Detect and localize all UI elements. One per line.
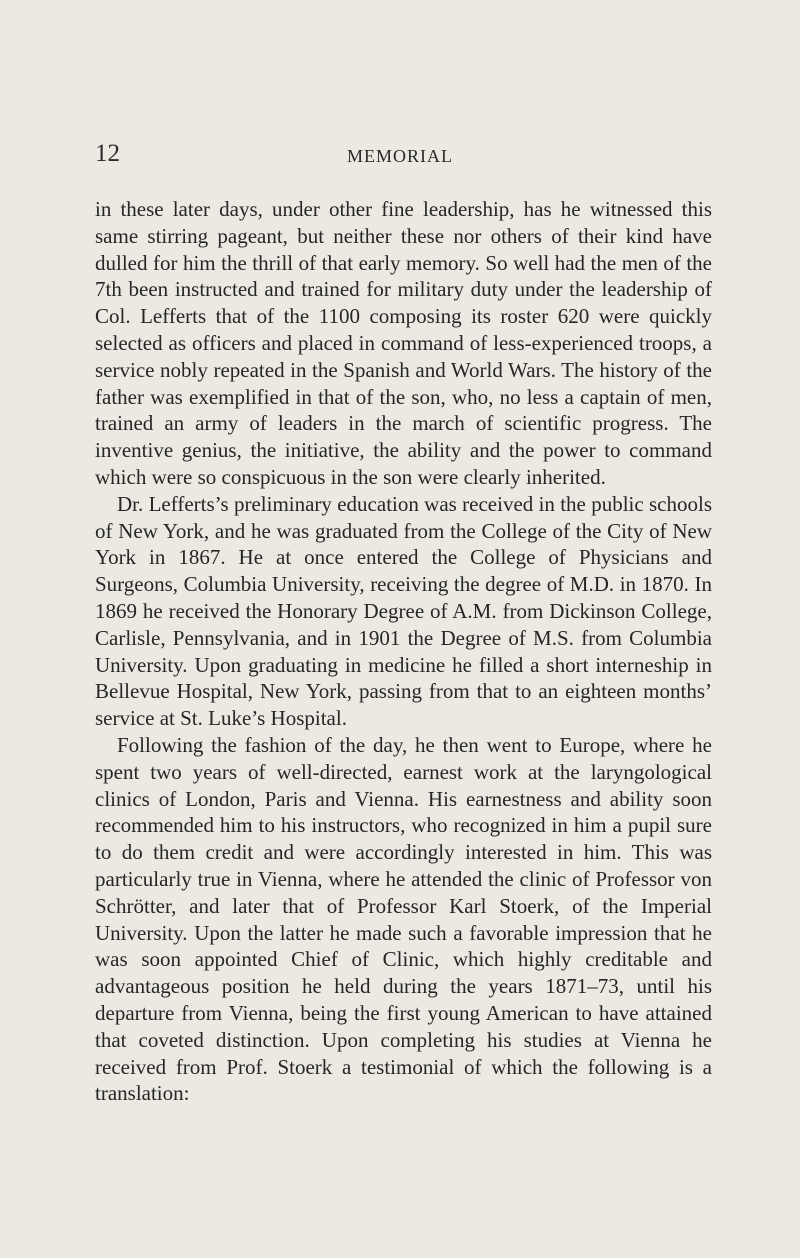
page-number: 12 <box>95 140 120 167</box>
paragraph-europe: Following the fashion of the day, he then went to Europe, where he spent two years of well-directed, earnest work at the laryngological clinics of London, Paris and Vienna. His earnestness and ability soon recommended him to his instructors, who recognized in him a pupil sure to do them credit and were accordingly interested in him. This was particularly true in Vienna, where he attended the clinic of Professor von Schrötter, and later that of Professor Karl Stoerk, of the Imperial University. Upon the latter he made such a favorable impression that he was soon appointed Chief of Clinic, which highly creditable and advantageous position he held during the years 1871–73, until his departure from Vienna, being the first young American to have attained that coveted distinction. Upon completing his studies at Vienna he received from Prof. Stoerk a testimonial of which the following is a translation: <box>95 732 712 1106</box>
paragraph-education: Dr. Lefferts’s preliminary education was received in the public schools of New York, and he was graduated from the College of the City of New York in 1867. He at once entered the College of Physicians and Surgeons, Columbia University, receiving the degree of M.D. in 1870. In 1869 he received the Honorary Degree of A.M. from Dickinson College, Carlisle, Pennsylvania, and in 1901 the Degree of M.S. from Columbia University. Upon graduating in medicine he filled a short interneship in Bellevue Hospital, New York, passing from that to an eighteen months’ service at St. Luke’s Hospital. <box>95 491 712 731</box>
body-text <box>95 196 712 1107</box>
running-head-title: MEMORIAL <box>347 146 453 166</box>
paragraph-continuation: in these later days, under other fine leadership, has he witnessed this same stirring pageant, but neither these nor others of their kind have dulled for him the thrill of that early memory. So well had the men of the 7th been instructed and trained for military duty under the leadership of Col. Lefferts that of the 1100 composing its roster 620 were quickly selected as officers and placed in command of less-experienced troops, a service nobly repeated in the Spanish and World Wars. The history of the father was exemplified in that of the son, who, no less a captain of men, trained an army of leaders in the march of scientific progress. The inventive genius, the initiative, the ability and the power to command which were so conspicuous in the son were clearly inherited. <box>95 197 712 489</box>
